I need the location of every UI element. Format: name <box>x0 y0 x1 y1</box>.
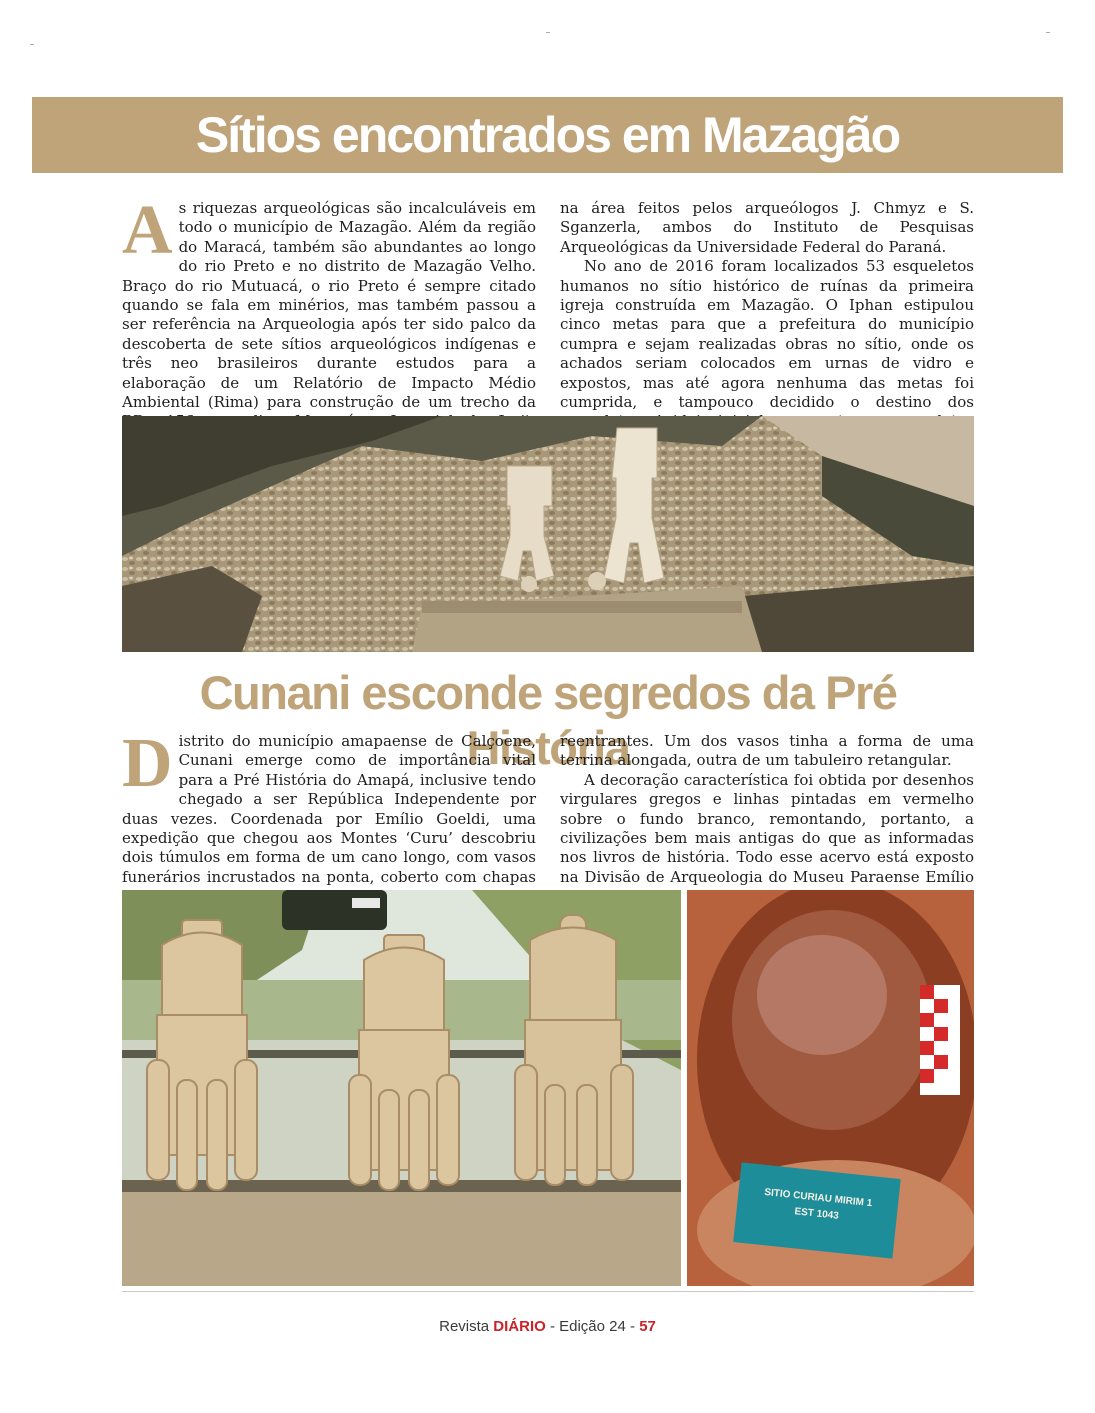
paragraph-text: istrito do município amapaense de Calçoene, Cunani emerge como de importância vital para a Pré História do Amapá, inclusive tendo chegado a ser República Independente por duas vezes. Coordenada por Emílio Goeldi, uma expedição que chegou aos Montes ‘Curu’ descobriu dois túmulos em forma de um cano longo, com vasos funerários incrustados na ponta, coberto com chapas <box>122 732 536 886</box>
photo-excavation-urn <box>687 890 974 1286</box>
crop-mark <box>546 32 550 33</box>
crop-mark <box>30 44 34 45</box>
site-sign-line1: SITIO CURIAU MIRIM 1 <box>763 1186 873 1210</box>
section1-banner <box>32 97 1063 173</box>
section1-title: Sítios encontrados em Mazagão <box>195 107 900 163</box>
section1-col2 <box>560 199 974 451</box>
footer-prefix: Revista <box>439 1318 494 1335</box>
paragraph: na área feitos pelos arqueólogos J. Chmyz e S. Sganzerla, ambos do Instituto de Pesquisas Arqueológicas da Universidade Federal do Paraná. <box>560 199 974 256</box>
page-number: 57 <box>639 1318 656 1335</box>
footer-brand: DIÁRIO <box>493 1318 546 1335</box>
footer-rule <box>122 1291 974 1292</box>
crop-mark <box>1046 32 1050 33</box>
section2-title: Cunani esconde segredos da Pré História <box>199 666 897 774</box>
dropcap: D <box>122 725 173 802</box>
paragraph-text: s riquezas arqueológicas são incalculáveis em todo o município de Mazagão. Além da região do Maracá, também são abundantes ao longo do rio Preto e no distrito de Mazagão Velho. Braço do rio Mutuacá, o rio Preto é sempre citado quando se fala em minérios, mas também passou a ser referência na Arqueologia após ter sido palco da descoberta de sete sítios arqueológicos indígenas e três neo brasileiros durante estudos para a elaboração de um Relatório de Impacto Médio Ambiental (Rima) para construção de um trecho da <box>122 199 536 412</box>
page-footer <box>0 1318 1095 1335</box>
paragraph <box>122 725 536 907</box>
footer-edition: - Edição 24 - <box>545 1318 640 1335</box>
dropcap: A <box>122 192 173 269</box>
site-sign-line2: EST 1043 <box>793 1206 840 1222</box>
paragraph: No ano de 2016 foram localizados 53 esqueletos humanos no sítio histórico de ruínas da primeira igreja construída em Mazagão. O Iphan estipulou cinco metas para que a prefeitura do município cumpra e sejam realizadas obras no sítio, onde os achados seriam colocados em urnas de vidro e expostos, mas até agora nenhuma das metas foi cumprida, e tampouco decidido o destino dos <box>560 257 974 412</box>
photo-funerary-urns <box>122 890 681 1286</box>
section2-col2 <box>560 732 974 907</box>
photo-stone-statues <box>122 416 974 652</box>
paragraph: A decoração característica foi obtida por desenhos virgulares gregos e linhas pintadas em vermelho sobre o fundo branco, remontando, portanto, a civilizações bem mais antigas do que as informadas nos livros de história. Todo esse acervo está exposto na Divisão de Arqueologia do Museu Paraense Emílio <box>560 770 974 886</box>
paragraph: reentrantes. Um dos vasos tinha a forma de uma terrina alongada, outra de um tabuleiro retangular. <box>560 732 974 770</box>
